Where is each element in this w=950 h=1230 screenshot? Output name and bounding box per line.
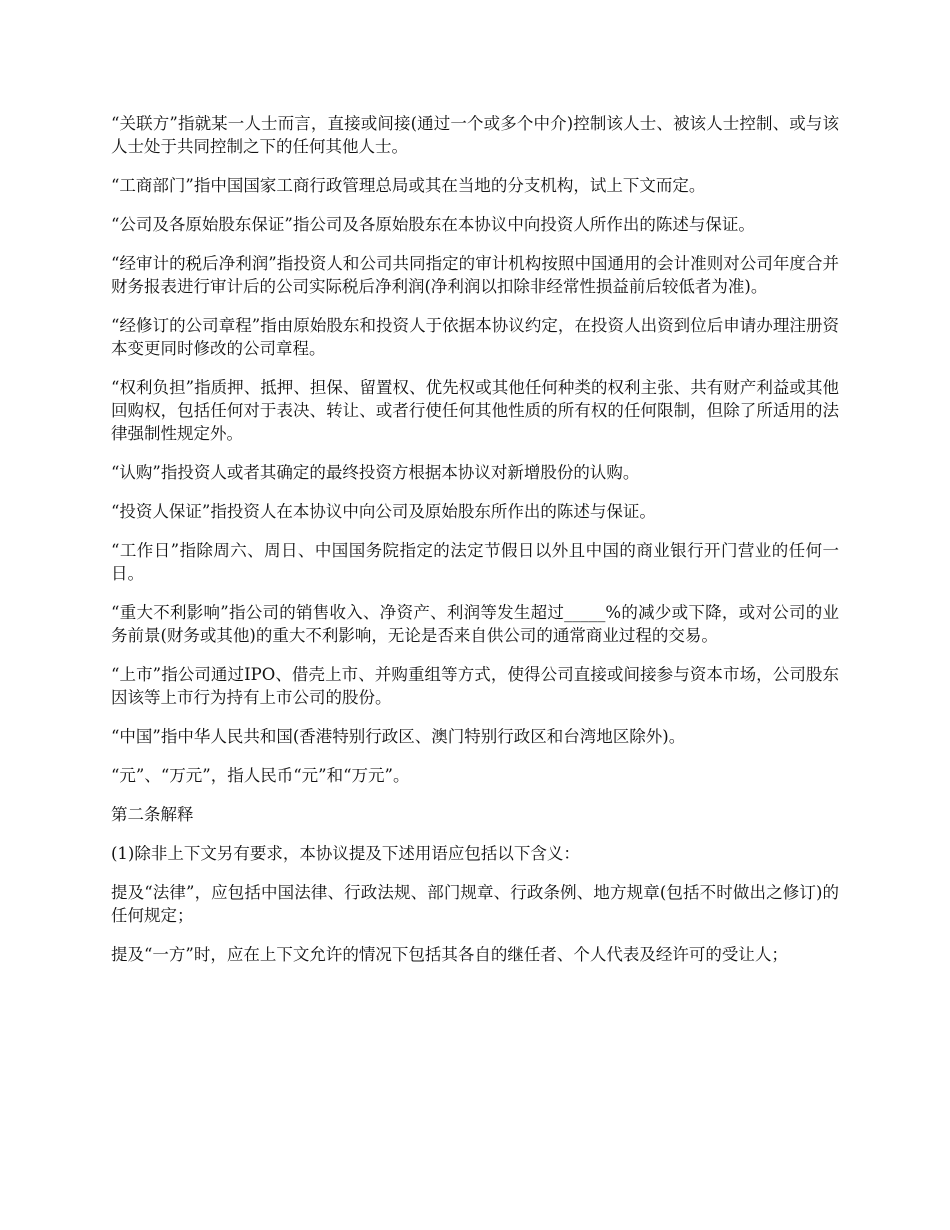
definition-company-shareholder-warranty: “公司及各原始股东保证”指公司及各原始股东在本协议中向投资人所作出的陈述与保证。 [111,215,755,234]
definition-listing: “上市”指公司通过IPO、借壳上市、并购重组等方式，使得公司直接或间接参与资本市场，公司股东因该等上市行为持有上市公司的股份。 [111,665,839,707]
definition-business-day: “工作日”指除周六、周日、中国国务院指定的法定节假日以外且中国的商业银行开门营业的任何一日。 [111,541,839,583]
definition-material-adverse-effect: “重大不利影响”指公司的销售收入、净资产、利润等发生超过_____%的减少或下降，或对公司的业务前景(财务或其他)的重大不利影响，无论是否来自供公司的通常商业过程的交易。 [111,603,839,645]
definition-china: “中国”指中华人民共和国(香港特别行政区、澳门特别行政区和台湾地区除外)。 [111,727,686,746]
interpretation-party: 提及“一方”时，应在上下文允许的情况下包括其各自的继任者、个人代表及经许可的受让人； [111,945,788,964]
definition-amended-articles: “经修订的公司章程”指由原始股东和投资人于依据本协议约定，在投资人出资到位后申请办理注册资本变更同时修改的公司章程。 [111,316,839,358]
definition-encumbrance: “权利负担”指质押、抵押、担保、留置权、优先权或其他任何种类的权利主张、共有财产利益或其他回购权，包括任何对于表决、转让、或者行使任何其他性质的所有权的任何限制，但除了所适用的法律强制性规定外。 [111,378,839,443]
definition-investor-warranty: “投资人保证”指投资人在本协议中向公司及原始股东所作出的陈述与保证。 [111,502,656,521]
document-body [111,112,839,982]
interpretation-law: 提及“法律”，应包括中国法律、行政法规、部门规章、行政条例、地方规章(包括不时做出之修订)的任何规定； [111,883,839,925]
definition-industry-commerce-dept: “工商部门”指中国国家工商行政管理总局或其在当地的分支机构，试上下文而定。 [111,176,706,195]
definition-subscription: “认购”指投资人或者其确定的最终投资方根据本协议对新增股份的认购。 [111,463,640,482]
definition-related-party: “关联方”指就某一人士而言，直接或间接(通过一个或多个中介)控制该人士、被该人士控制、或与该人士处于共同控制之下的任何其他人士。 [111,114,839,156]
section-heading-interpretation: 第二条解释 [111,805,194,824]
definition-yuan: “元”、“万元”，指人民币“元”和“万元”。 [111,766,410,785]
interpretation-clause-1: (1)除非上下文另有要求，本协议提及下述用语应包括以下含义： [111,844,580,863]
definition-audited-net-profit: “经审计的税后净利润”指投资人和公司共同指定的审计机构按照中国通用的会计准则对公司年度合并财务报表进行审计后的公司实际税后净利润(净利润以扣除非经常性损益前后较低者为准)。 [111,254,839,296]
